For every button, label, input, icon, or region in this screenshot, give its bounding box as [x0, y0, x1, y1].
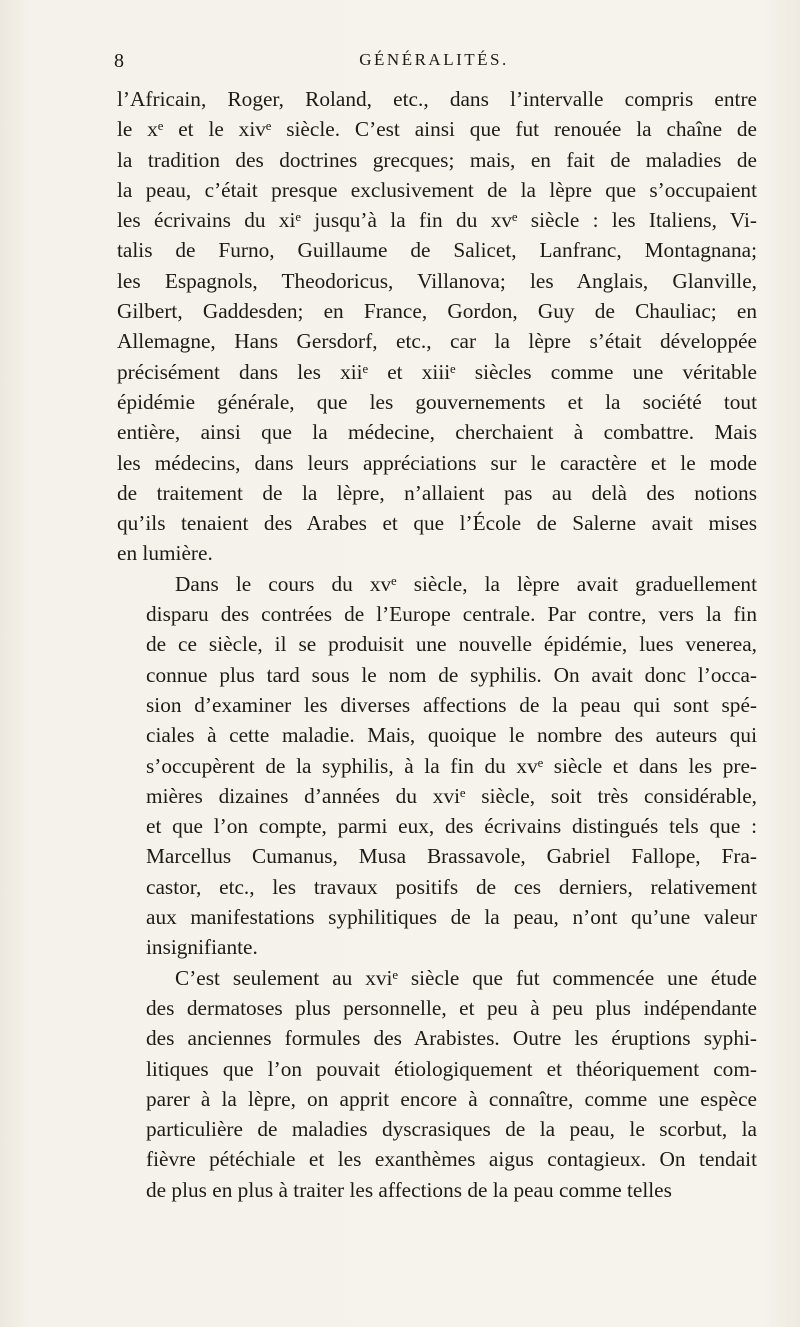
text-line: la tradition des doctrines grecques; mais, en fait de maladies de — [117, 147, 757, 172]
text-line: connue plus tard sous le nom de syphilis. On avait donc l’occa- — [146, 662, 757, 687]
text-line: et que l’on compte, parmi eux, des écrivains distingués tels que : — [146, 814, 757, 839]
text-line: ciales à cette maladie. Mais, quoique le nombre des auteurs qui — [146, 723, 757, 748]
text-line: l’Africain, Roger, Roland, etc., dans l’intervalle compris entre — [117, 87, 757, 111]
text-line: des dermatoses plus personnelle, et peu à peu plus indépendante — [146, 995, 757, 1020]
text-line: de plus en plus à traiter les affections de la peau comme telles — [146, 1177, 672, 1202]
text-line: C’est seulement au xviᵉ siècle que fut commencée une étude — [175, 965, 757, 990]
text-line: les écrivains du xiᵉ jusqu’à la fin du xvᵉ siècle : les Italiens, Vi- — [117, 208, 757, 233]
text-line: entière, ainsi que la médecine, cherchaient à combattre. Mais — [117, 420, 757, 445]
text-line: s’occupèrent de la syphilis, à la fin du xvᵉ siècle et dans les pre- — [146, 753, 757, 778]
text-line: épidémie générale, que les gouvernements et la société tout — [117, 389, 757, 414]
text-line: Allemagne, Hans Gersdorf, etc., car la lèpre s’était développée — [117, 329, 757, 354]
text-line: en lumière. — [117, 541, 213, 566]
paragraph-1 — [117, 84, 757, 569]
running-title: GÉNÉRALITÉS. — [359, 50, 509, 69]
text-line: litiques que l’on pouvait étiologiquement et théoriquement com- — [146, 1056, 757, 1081]
paragraph-3 — [117, 963, 757, 1205]
text-line: disparu des contrées de l’Europe centrale. Par contre, vers la fin — [146, 602, 757, 627]
text-line: parer à la lèpre, on apprit encore à connaître, comme une espèce — [146, 1086, 757, 1111]
text-line: Gilbert, Gaddesden; en France, Gordon, Guy de Chauliac; en — [117, 299, 757, 324]
text-line: aux manifestations syphilitiques de la peau, n’ont qu’une valeur — [146, 905, 757, 930]
paragraph-2 — [117, 569, 757, 963]
text-line: de ce siècle, il se produisit une nouvelle épidémie, lues venerea, — [146, 632, 757, 657]
text-line: insignifiante. — [146, 935, 258, 960]
text-line: Marcellus Cumanus, Musa Brassavole, Gabriel Fallope, Fra- — [146, 844, 757, 869]
page-number: 8 — [114, 50, 124, 72]
text-line: précisément dans les xiiᵉ et xiiiᵉ siècles comme une véritable — [117, 359, 757, 384]
text-line: castor, etc., les travaux positifs de ces derniers, relativement — [146, 874, 757, 899]
text-line: le xᵉ et le xivᵉ siècle. C’est ainsi que fut renouée la chaîne de — [117, 117, 757, 142]
text-line: Dans le cours du xvᵉ siècle, la lèpre avait graduellement — [175, 571, 757, 596]
text-line: de traitement de la lèpre, n’allaient pas au delà des notions — [117, 480, 757, 505]
text-line: talis de Furno, Guillaume de Salicet, Lanfranc, Montagnana; — [117, 238, 757, 263]
body-text — [117, 84, 757, 1205]
text-line: des anciennes formules des Arabistes. Outre les éruptions syphi- — [146, 1026, 757, 1051]
text-line: les médecins, dans leurs appréciations sur le caractère et le mode — [117, 450, 757, 475]
text-line: mières dizaines d’années du xviᵉ siècle, soit très considérable, — [146, 783, 757, 808]
text-line: la peau, c’était presque exclusivement de la lèpre que s’occupaient — [117, 177, 757, 202]
page-header — [114, 48, 754, 78]
text-line: les Espagnols, Theodoricus, Villanova; les Anglais, Glanville, — [117, 268, 757, 293]
text-line: fièvre pétéchiale et les exanthèmes aigus contagieux. On tendait — [146, 1147, 757, 1172]
text-line: particulière de maladies dyscrasiques de la peau, le scorbut, la — [146, 1117, 757, 1142]
text-line: qu’ils tenaient des Arabes et que l’École de Salerne avait mises — [117, 511, 757, 536]
text-line: sion d’examiner les diverses affections de la peau qui sont spé- — [146, 692, 757, 717]
